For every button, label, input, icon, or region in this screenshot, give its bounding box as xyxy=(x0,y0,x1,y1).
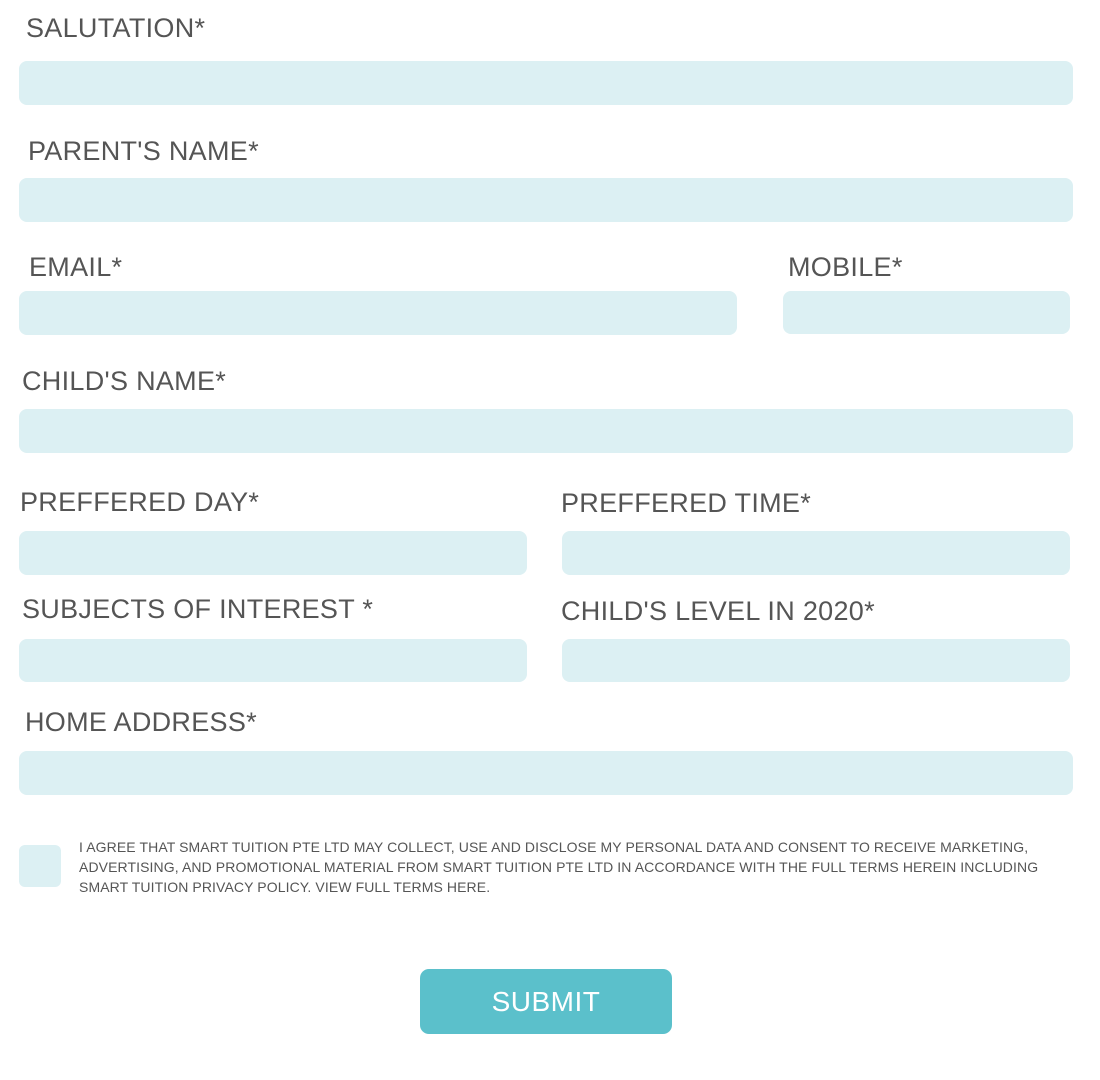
mobile-input[interactable] xyxy=(783,291,1070,334)
preferred-time-input[interactable] xyxy=(562,531,1070,575)
preferred-day-label: PREFFERED DAY* xyxy=(20,487,260,517)
salutation-label: SALUTATION* xyxy=(26,13,206,43)
parent-name-input[interactable] xyxy=(19,178,1073,222)
mobile-label: MOBILE* xyxy=(788,252,903,282)
consent-checkbox[interactable] xyxy=(19,845,61,887)
submit-button[interactable]: SUBMIT xyxy=(420,969,672,1034)
salutation-input[interactable] xyxy=(19,61,1073,105)
consent-text: I AGREE THAT SMART TUITION PTE LTD MAY COLLECT, USE AND DISCLOSE MY PERSONAL DATA AND CONSENT TO RECEIVE MARKETING, ADVERTISING, AND PROMOTIONAL MATERIAL FROM SMART TUITION PTE LTD IN ACCORDANCE WITH THE FULL TERMS HEREIN INCLUDING SMART TUITION PRIVACY POLICY. VIEW FULL TERMS HERE. xyxy=(79,839,1039,895)
child-name-input[interactable] xyxy=(19,409,1073,453)
child-level-input[interactable] xyxy=(562,639,1070,682)
home-address-label: HOME ADDRESS* xyxy=(25,707,257,737)
child-level-label: CHILD'S LEVEL IN 2020* xyxy=(561,596,875,626)
child-name-label: CHILD'S NAME* xyxy=(22,366,227,396)
preferred-time-label: PREFFERED TIME* xyxy=(561,488,812,518)
email-label: EMAIL* xyxy=(29,252,123,282)
subjects-label: SUBJECTS OF INTEREST * xyxy=(22,594,374,624)
subjects-input[interactable] xyxy=(19,639,527,682)
home-address-input[interactable] xyxy=(19,751,1073,795)
preferred-day-input[interactable] xyxy=(19,531,527,575)
email-input[interactable] xyxy=(19,291,737,335)
parent-name-label: PARENT'S NAME* xyxy=(28,136,259,166)
